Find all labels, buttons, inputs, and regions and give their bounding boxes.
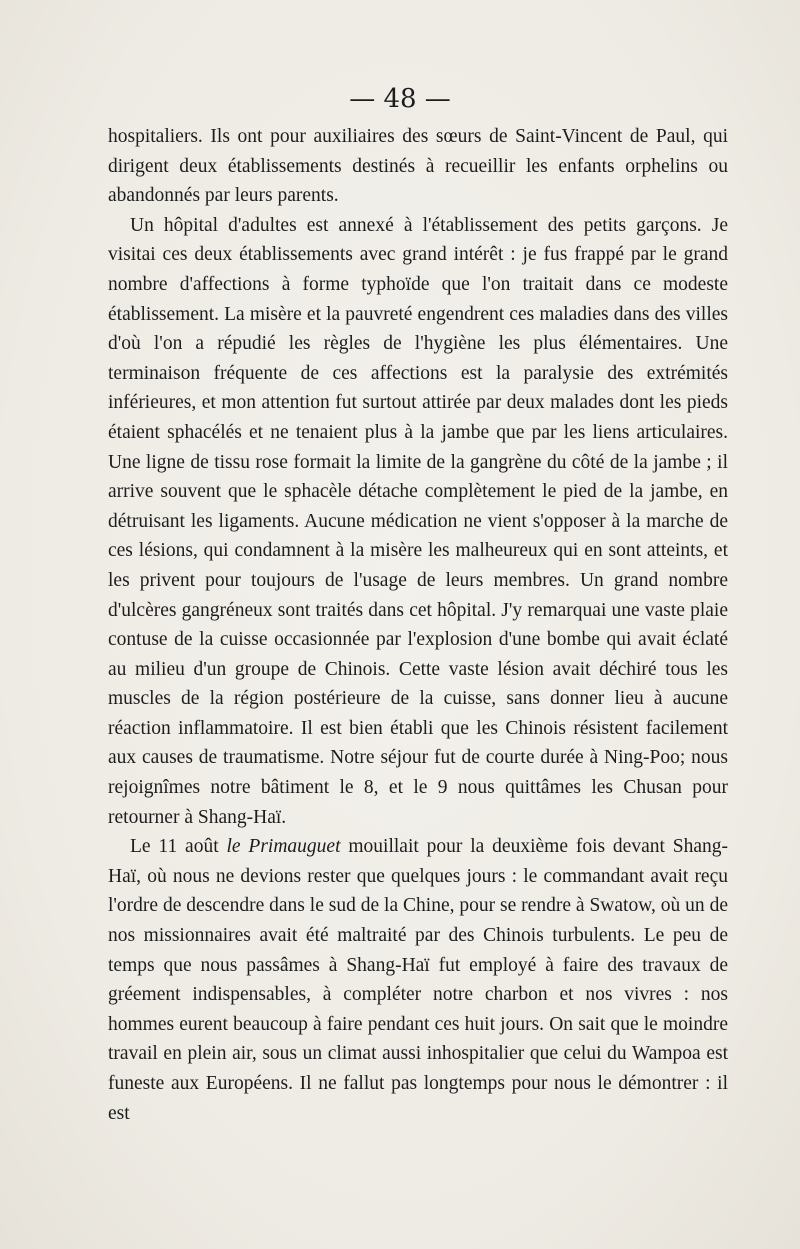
ship-name-italic: le Primauguet [226,836,341,858]
paragraph-text: mouillait pour la deuxième fois devant Shang-Haï, où nous ne devions rester que quelques jours : le commandant avait reçu l'ordre de descendre dans le sud de la Chine, pour se rendre à Swatow, où un de nos missionnaires avait été maltraité par des Chinois turbulents. Le peu de temps que nous passâmes à Shang-Haï fut employé à faire des travaux de gréement indispensables, à compléter notre charbon et nos vivres : nos hommes eurent beaucoup à faire pendant ces huit jours. On sait que le moindre travail en plein air, sous un climat aussi inhospitalier que celui du Wampoa est funeste aux Européens. Il ne fallut pas longtemps pour nous le démontrer : il est [108,836,729,1124]
page-number: — 48 — [349,84,451,114]
paragraph: Un hôpital d'adultes est annexé à l'établissement des petits garçons. Je visitai ces deux établissements avec grand intérêt : je fus frappé par le grand nombre d'affections à forme typhoïde que l'on traitait dans ce modeste établissement. La misère et la pauvreté engendrent ces maladies dans des villes d'où l'on a répudié les règles de l'hygiène les plus élémentaires. Une terminaison fréquente de ces affections est la paralysie des extrémités inférieures, et mon attention fut surtout attirée par deux malades dont les pieds étaient sphacélés et ne tenaient plus à la jambe que par les liens articulaires. Une ligne de tissu rose formait la limite de la gangrène du côté de la jambe ; il arrive souvent que le sphacèle détache complètement le pied de la jambe, en détruisant les ligaments. Aucune médication ne vient s'opposer à la marche de ces lésions, qui condamnent à la misère les malheureux qui en sont atteints, et les privent pour toujours de l'usage de leurs membres. Un grand nombre d'ulcères gangréneux sont traités dans cet hôpital. J'y remarquai une vaste plaie contuse de la cuisse occasionnée par l'explosion d'une bombe qui avait éclaté au milieu d'un groupe de Chinois. Cette vaste lésion avait déchiré tous les muscles de la région postérieure de la cuisse, sans donner lieu à aucune réaction inflammatoire. Il est bien établi que les Chinois résistent facilement aux causes de traumatisme. Notre séjour fut de courte durée à Ning-Poo; nous rejoignîmes notre bâtiment le 8, et le 9 nous quittâmes les Chusan pour retourner à Shang-Haï. [108,214,728,828]
paragraph: hospitaliers. Ils ont pour auxiliaires des sœurs de Saint-Vincent de Paul, qui dirigent deux établissements destinés à recueillir les enfants orphelins ou abandonnés par leurs parents. [108,126,728,207]
paragraph-text: Le 11 août [130,836,227,858]
paragraph [108,832,728,1128]
body-text [108,122,728,1128]
